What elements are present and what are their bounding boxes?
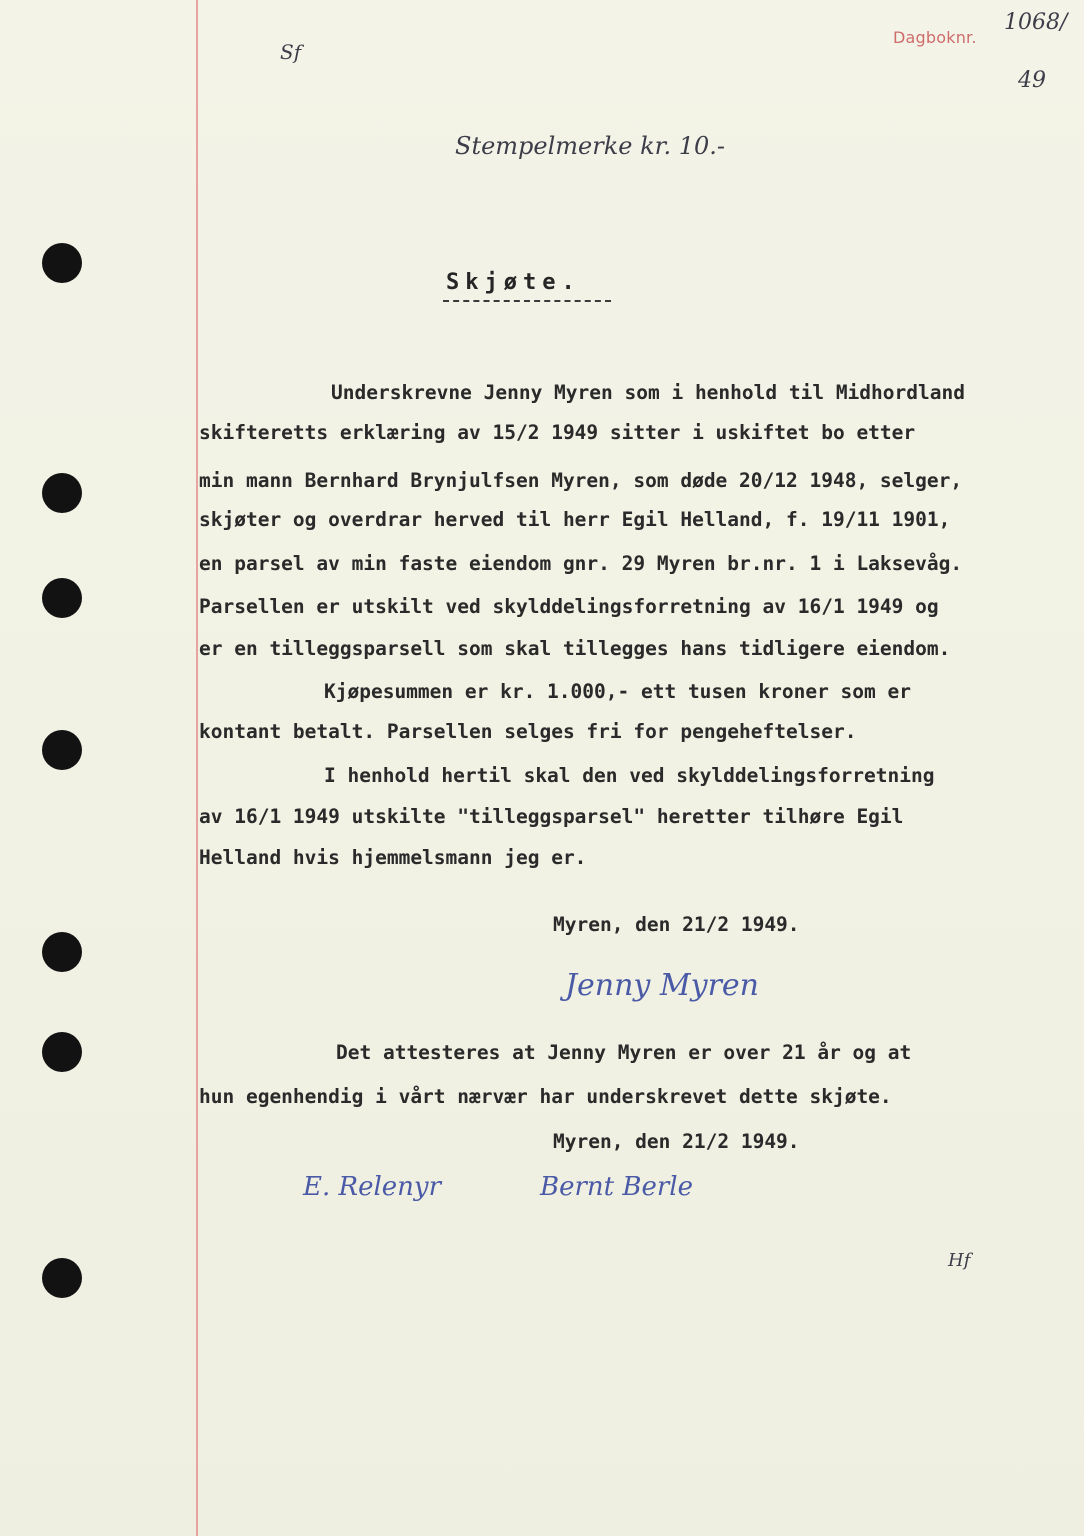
body-line: er en tilleggsparsell som skal tillegges hans tidligere eiendom. xyxy=(199,637,951,660)
body-line: min mann Bernhard Brynjulfsen Myren, som døde 20/12 1948, selger, xyxy=(199,469,963,492)
document-title: Skjøte. xyxy=(446,270,581,295)
clerk-initials: Sf xyxy=(280,40,302,64)
stamp-duty-note: Stempelmerke kr. 10.- xyxy=(455,132,726,160)
punch-hole xyxy=(42,1258,82,1298)
punch-hole xyxy=(42,730,82,770)
signature-jenny-myren: Jenny Myren xyxy=(565,968,759,1003)
punch-hole xyxy=(42,932,82,972)
punch-hole xyxy=(42,1032,82,1072)
witness-signature: E. Relenyr xyxy=(303,1172,442,1202)
doc-number: 1068/ xyxy=(1004,10,1068,35)
end-initials: Hf xyxy=(948,1250,971,1271)
body-line: skifteretts erklæring av 15/2 1949 sitter i uskiftet bo etter xyxy=(199,421,916,444)
attest-line: Det attesteres at Jenny Myren er over 21 år og at xyxy=(336,1041,912,1064)
attest-line: hun egenhendig i vårt nærvær har underskrevet dette skjøte. xyxy=(199,1085,892,1108)
body-line: av 16/1 1949 utskilte "tilleggsparsel" heretter tilhøre Egil xyxy=(199,805,904,828)
witness-signature: Bernt Berle xyxy=(540,1172,694,1202)
body-line: Kjøpesummen er kr. 1.000,- ett tusen kroner som er xyxy=(324,680,911,703)
place-date: Myren, den 21/2 1949. xyxy=(553,913,800,936)
punch-hole xyxy=(42,243,82,283)
body-line: Underskrevne Jenny Myren som i henhold til Midhordland xyxy=(331,381,965,404)
body-line: Helland hvis hjemmelsmann jeg er. xyxy=(199,846,587,869)
punch-hole xyxy=(42,473,82,513)
margin-line xyxy=(196,0,198,1536)
stamp-label: Dagboknr. xyxy=(893,28,977,47)
title-underline xyxy=(443,300,611,302)
doc-year: 49 xyxy=(1018,68,1046,93)
body-line: I henhold hertil skal den ved skylddelingsforretning xyxy=(324,764,935,787)
punch-hole xyxy=(42,578,82,618)
body-line: kontant betalt. Parsellen selges fri for pengeheftelser. xyxy=(199,720,857,743)
place-date: Myren, den 21/2 1949. xyxy=(553,1130,800,1153)
body-line: skjøter og overdrar herved til herr Egil Helland, f. 19/11 1901, xyxy=(199,508,951,531)
body-line: Parsellen er utskilt ved skylddelingsforretning av 16/1 1949 og xyxy=(199,595,939,618)
body-line: en parsel av min faste eiendom gnr. 29 Myren br.nr. 1 i Laksevåg. xyxy=(199,552,963,575)
